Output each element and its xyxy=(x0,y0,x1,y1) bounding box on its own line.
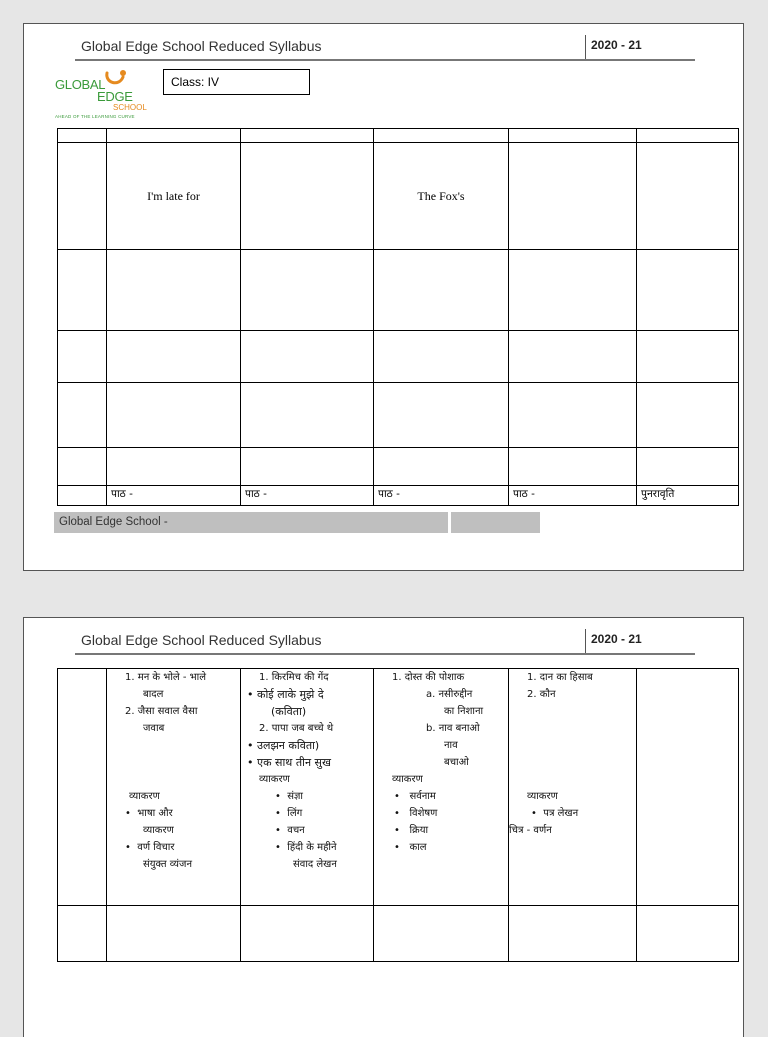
bullet-icon: • xyxy=(125,808,138,819)
table-cell xyxy=(241,143,374,250)
table-cell xyxy=(58,486,107,506)
table-cell xyxy=(58,906,107,962)
hindi-lessons-col-1 xyxy=(107,669,241,906)
class-label-box: Class: IV xyxy=(163,69,310,95)
table-cell xyxy=(374,331,509,383)
table-cell xyxy=(58,250,107,331)
footer-bar-secondary xyxy=(451,512,540,533)
table-row xyxy=(58,906,739,962)
list-item: 2. पापा जब बच्चे थे xyxy=(259,723,334,734)
table-cell xyxy=(241,906,374,962)
table-row xyxy=(58,383,739,448)
list-item-cont: बचाओ xyxy=(444,757,469,768)
academic-year: 2020 - 21 xyxy=(591,38,642,52)
list-item: • क्रिया xyxy=(394,825,429,836)
syllabus-page-1 xyxy=(23,23,744,571)
bullet-icon: • xyxy=(394,842,410,853)
logo-swoosh-icon xyxy=(101,67,131,89)
table-cell xyxy=(637,906,739,962)
list-item: • हिंदी के महीने xyxy=(275,842,337,853)
syllabus-table-1 xyxy=(57,128,739,506)
table-cell xyxy=(637,383,739,448)
bullet-icon: • xyxy=(275,791,288,802)
list-item: b. नाव बनाओ xyxy=(426,723,480,734)
table-cell xyxy=(241,331,374,383)
table-cell xyxy=(509,250,637,331)
table-row xyxy=(58,331,739,383)
list-item: • वर्ण विचार xyxy=(125,842,175,853)
list-item: • कोई लाके मुझे दे xyxy=(247,688,324,701)
table-cell xyxy=(241,250,374,331)
lesson-label-cell: पाठ - xyxy=(241,486,374,506)
table-cell xyxy=(509,331,637,383)
table-cell xyxy=(374,906,509,962)
table-cell xyxy=(107,250,241,331)
table-cell xyxy=(374,250,509,331)
lesson-title: The Fox's xyxy=(417,188,465,203)
list-item: • भाषा और xyxy=(125,808,173,819)
syllabus-page-2 xyxy=(23,617,744,1037)
list-item: 1. मन के भोले - भाले xyxy=(125,672,207,683)
lesson-label-cell: पाठ - xyxy=(509,486,637,506)
list-item: 1. दान का हिसाब xyxy=(527,672,593,683)
table-cell xyxy=(241,129,374,143)
grammar-heading: व्याकरण xyxy=(527,791,558,802)
bullet-icon: • xyxy=(125,842,138,853)
table-cell xyxy=(637,448,739,486)
table-row xyxy=(58,486,739,506)
syllabus-table-2 xyxy=(57,668,739,962)
logo-tagline: AHEAD OF THE LEARNING CURVE xyxy=(55,114,135,119)
table-cell xyxy=(509,906,637,962)
header-rule xyxy=(75,653,695,655)
table-row xyxy=(58,143,739,250)
list-item-cont: संवाद लेखन xyxy=(293,859,337,870)
list-item: • एक साथ तीन सुख xyxy=(247,756,331,769)
lesson-label-cell: पाठ - xyxy=(107,486,241,506)
footer-bar: Global Edge School - xyxy=(54,512,448,533)
list-item-cont: संयुक्त व्यंजन xyxy=(143,859,192,870)
list-item: चित्र - वर्णन xyxy=(509,825,552,836)
bullet-icon: • xyxy=(275,808,288,819)
bullet-icon: • xyxy=(247,739,257,752)
logo-text-edge: EDGE xyxy=(97,89,133,104)
table-cell xyxy=(241,383,374,448)
grammar-heading: व्याकरण xyxy=(392,774,423,785)
table-row xyxy=(58,129,739,143)
table-cell xyxy=(374,448,509,486)
table-cell xyxy=(509,383,637,448)
list-item: • काल xyxy=(394,842,427,853)
bullet-icon: • xyxy=(275,825,288,836)
revision-label-cell: पुनरावृति xyxy=(637,486,739,506)
table-cell xyxy=(58,669,107,906)
table-cell xyxy=(637,331,739,383)
bullet-icon: • xyxy=(531,808,544,819)
list-item: 2. जैसा सवाल वैसा xyxy=(125,706,198,717)
table-cell xyxy=(241,448,374,486)
table-cell xyxy=(637,143,739,250)
table-cell xyxy=(374,129,509,143)
grammar-heading: व्याकरण xyxy=(259,774,290,785)
logo-text-school: SCHOOL xyxy=(113,103,147,112)
list-item-cont: (कविता) xyxy=(271,705,307,718)
table-cell xyxy=(509,448,637,486)
list-item: 1. दोस्त की पोशाक xyxy=(392,672,465,683)
bullet-icon: • xyxy=(247,688,257,701)
hindi-lessons-col-4 xyxy=(509,669,637,906)
table-cell xyxy=(107,129,241,143)
table-row xyxy=(58,669,739,906)
school-logo xyxy=(55,67,159,123)
table-cell xyxy=(107,448,241,486)
table-cell xyxy=(58,143,107,250)
lesson-label-cell: पाठ - xyxy=(374,486,509,506)
list-item-cont: का निशाना xyxy=(444,706,484,717)
page-title: Global Edge School Reduced Syllabus xyxy=(81,38,322,54)
list-item: 1. किरमिच की गेंद xyxy=(259,672,329,683)
table-cell xyxy=(509,143,637,250)
bullet-icon: • xyxy=(394,791,410,802)
table-cell xyxy=(58,383,107,448)
header-rule xyxy=(75,59,695,61)
bullet-icon: • xyxy=(394,808,410,819)
table-cell xyxy=(374,383,509,448)
lesson-cell-english-2 xyxy=(374,143,509,250)
hindi-lessons-col-3 xyxy=(374,669,509,906)
table-row xyxy=(58,250,739,331)
list-item: • सर्वनाम xyxy=(394,791,436,802)
academic-year: 2020 - 21 xyxy=(591,632,642,646)
list-item: • संज्ञा xyxy=(275,791,304,802)
header-divider xyxy=(585,629,586,655)
table-cell xyxy=(58,331,107,383)
table-cell xyxy=(637,129,739,143)
list-item: 2. कौन xyxy=(527,689,556,700)
bullet-icon: • xyxy=(247,756,257,769)
table-cell xyxy=(637,669,739,906)
bullet-icon: • xyxy=(394,825,410,836)
list-item: • पत्र लेखन xyxy=(531,808,579,819)
list-item-cont: व्याकरण xyxy=(143,825,174,836)
list-item: • वचन xyxy=(275,825,305,836)
table-cell xyxy=(509,129,637,143)
lesson-cell-english-1 xyxy=(107,143,241,250)
page-title: Global Edge School Reduced Syllabus xyxy=(81,632,322,648)
list-item-cont: जवाब xyxy=(143,723,165,734)
list-item: a. नसीरुद्दीन xyxy=(426,689,473,700)
table-cell xyxy=(107,383,241,448)
list-item: • लिंग xyxy=(275,808,303,819)
list-item: • विशेषण xyxy=(394,808,438,819)
grammar-heading: व्याकरण xyxy=(129,791,160,802)
list-item-cont: नाव xyxy=(444,740,458,751)
list-item-cont: बादल xyxy=(143,689,164,700)
table-cell xyxy=(58,129,107,143)
table-cell xyxy=(58,448,107,486)
table-cell xyxy=(107,906,241,962)
table-row xyxy=(58,448,739,486)
hindi-lessons-col-2 xyxy=(241,669,374,906)
header-divider xyxy=(585,35,586,61)
table-cell xyxy=(107,331,241,383)
logo-text-global: GLOBAL xyxy=(55,77,106,92)
lesson-title: I'm late for xyxy=(147,188,200,203)
table-cell xyxy=(637,250,739,331)
list-item: • उलझन कविता) xyxy=(247,739,320,752)
bullet-icon: • xyxy=(275,842,288,853)
